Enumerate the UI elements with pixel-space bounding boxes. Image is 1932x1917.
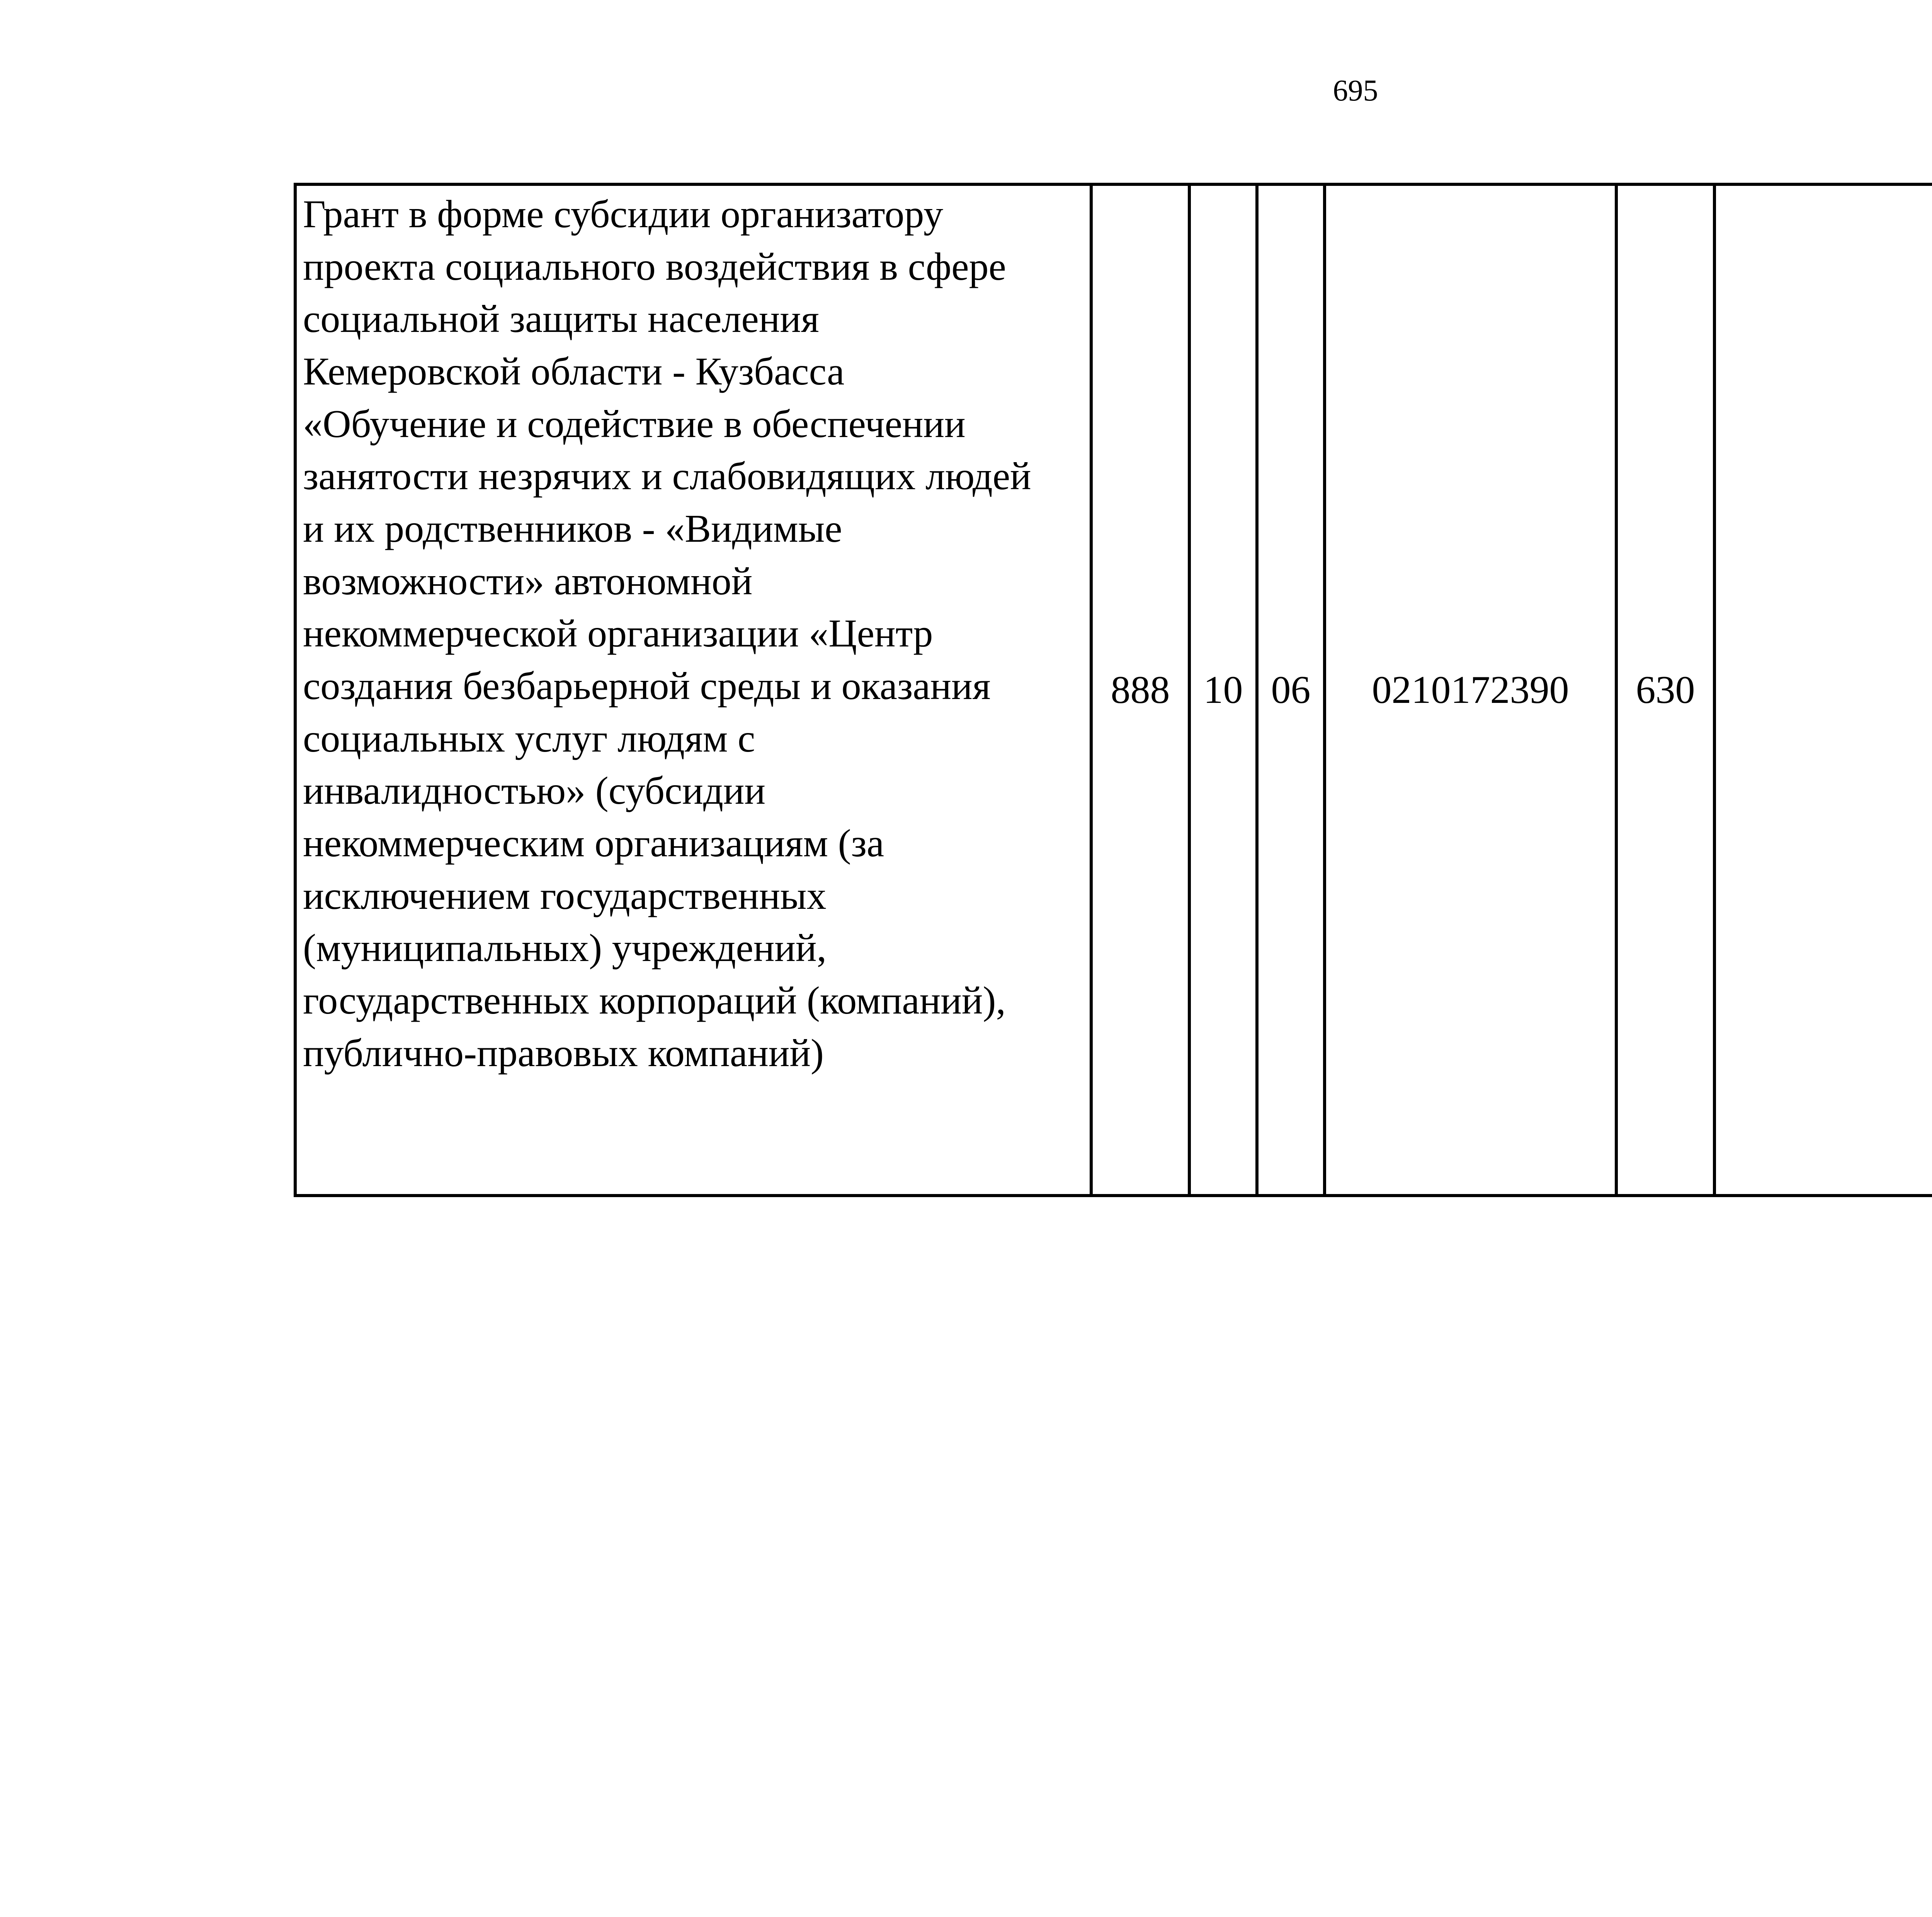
description-line: социальных услуг людям с (303, 716, 755, 760)
amount-cell-1 (1714, 184, 1932, 1196)
budget-table (294, 183, 1932, 1197)
description-line: некоммерческим организациям (за (303, 821, 884, 865)
description-line: «Обучение и содействие в обеспечении (303, 402, 966, 446)
description-line: (муниципальных) учреждений, (303, 926, 827, 970)
description-line: инвалидностью» (субсидии (303, 769, 766, 813)
description-line: государственных корпораций (компаний), (303, 978, 1006, 1022)
description-line: проекта социального воздействия в сфере (303, 245, 1006, 289)
description-line: исключением государственных (303, 874, 827, 918)
table-row (295, 184, 1932, 1196)
description-line: социальной защиты населения (303, 297, 819, 341)
expense-type-cell: 630 (1616, 184, 1714, 1196)
subsection-cell: 06 (1257, 184, 1325, 1196)
description-line: Грант в форме субсидии организатору (303, 192, 944, 236)
description-line: возможности» автономной (303, 559, 753, 603)
description-line: занятости незрячих и слабовидящих людей (303, 454, 1031, 498)
description-line: публично-правовых компаний) (303, 1031, 824, 1075)
description-line: некоммерческой организации «Центр (303, 612, 933, 656)
page-number: 695 (1333, 73, 1378, 107)
description-line: и их родственников - «Видимые (303, 507, 842, 551)
target-article-cell: 0210172390 (1325, 184, 1616, 1196)
ministry-code-cell: 888 (1091, 184, 1189, 1196)
description-line: создания безбарьерной среды и оказания (303, 664, 991, 708)
description-line: Кемеровской области - Кузбасса (303, 349, 845, 393)
section-cell: 10 (1189, 184, 1257, 1196)
description-cell (295, 184, 1091, 1196)
